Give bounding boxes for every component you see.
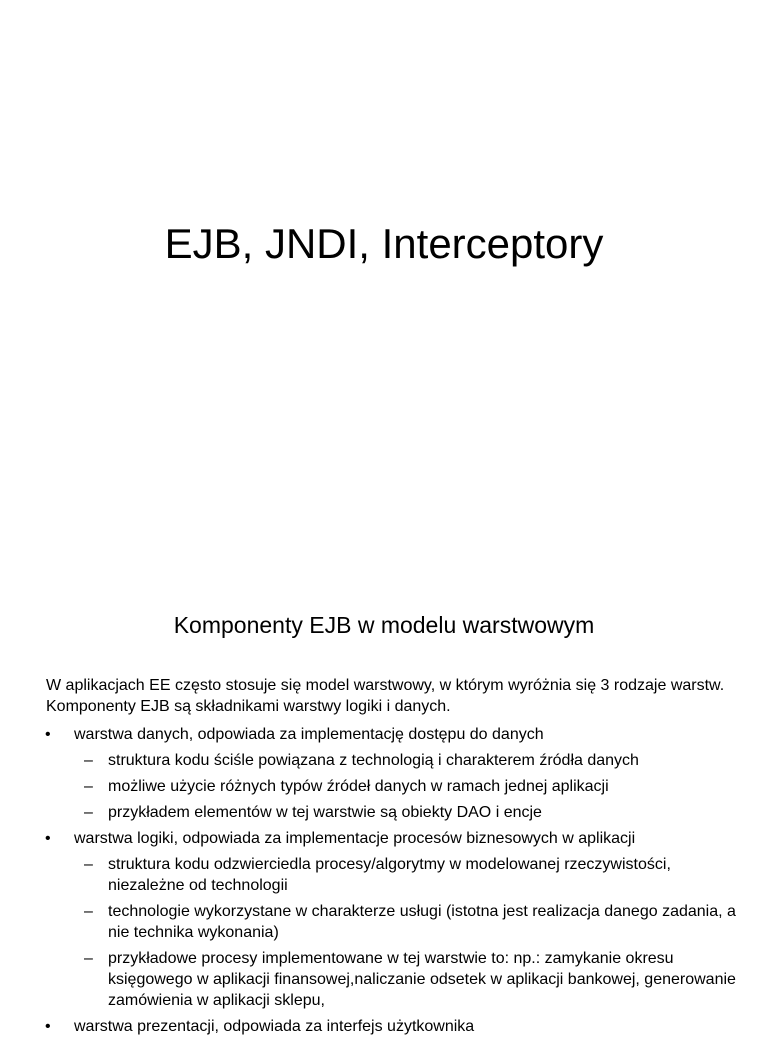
sub-item [74, 802, 748, 823]
sub-list [74, 750, 768, 823]
sub-item-text: przykładowe procesy implementowane w tej warstwie to: np.: zamykanie okresu księgowego w aplikacji finansowej,naliczanie odsetek w aplikacji bankowej, generowanie zamówienia w aplikacji sklepu, [108, 950, 736, 1009]
presentation-title: EJB, JNDI, Interceptory [164, 220, 604, 267]
bullet-text: warstwa logiki, odpowiada za implementacje procesów biznesowych w aplikacji [74, 830, 636, 847]
bullet-item-presentation-layer [0, 1016, 768, 1037]
bullet-list [0, 724, 768, 1042]
sub-item-text: możliwe użycie różnych typów źródeł danych w ramach jednej aplikacji [108, 778, 609, 795]
bullet-icon: • [45, 830, 51, 847]
sub-item-text: struktura kodu ściśle powiązana z technologią i charakterem źródła danych [108, 752, 639, 769]
slide-heading: Komponenty EJB w modelu warstwowym [173, 612, 595, 638]
sub-item-text: przykładem elementów w tej warstwie są obiekty DAO i encje [108, 804, 542, 821]
bullet-icon: • [45, 1018, 51, 1035]
sub-item [74, 750, 748, 771]
slide-ejb-layers [0, 576, 768, 1035]
bullet-text: warstwa danych, odpowiada za implementację dostępu do danych [74, 726, 544, 743]
dash-icon: – [84, 950, 93, 967]
sub-item [74, 901, 748, 943]
sub-item [74, 854, 748, 896]
sub-item-text: struktura kodu odzwierciedla procesy/algorytmy w modelowanej rzeczywistości, niezależne od technologii [108, 856, 671, 894]
dash-icon: – [84, 752, 93, 769]
bullet-item-data-layer [0, 724, 768, 823]
sub-item [74, 948, 748, 1011]
bullet-item-logic-layer [0, 828, 768, 1011]
sub-list [74, 854, 768, 1011]
dash-icon: – [84, 903, 93, 920]
bullet-text: warstwa prezentacji, odpowiada za interfejs użytkownika [74, 1018, 475, 1035]
intro-paragraph: W aplikacjach EE często stosuje się model warstwowy, w którym wyróżnia się 3 rodzaje warstw. Komponenty EJB są składnikami warstwy logiki i danych. [46, 677, 725, 715]
sub-item-text: technologie wykorzystane w charakterze usługi (istotna jest realizacja danego zadania, a nie technika wykonania) [108, 903, 736, 941]
dash-icon: – [84, 804, 93, 821]
sub-item [74, 776, 748, 797]
bullet-icon: • [45, 726, 51, 743]
dash-icon: – [84, 778, 93, 795]
dash-icon: – [84, 856, 93, 873]
